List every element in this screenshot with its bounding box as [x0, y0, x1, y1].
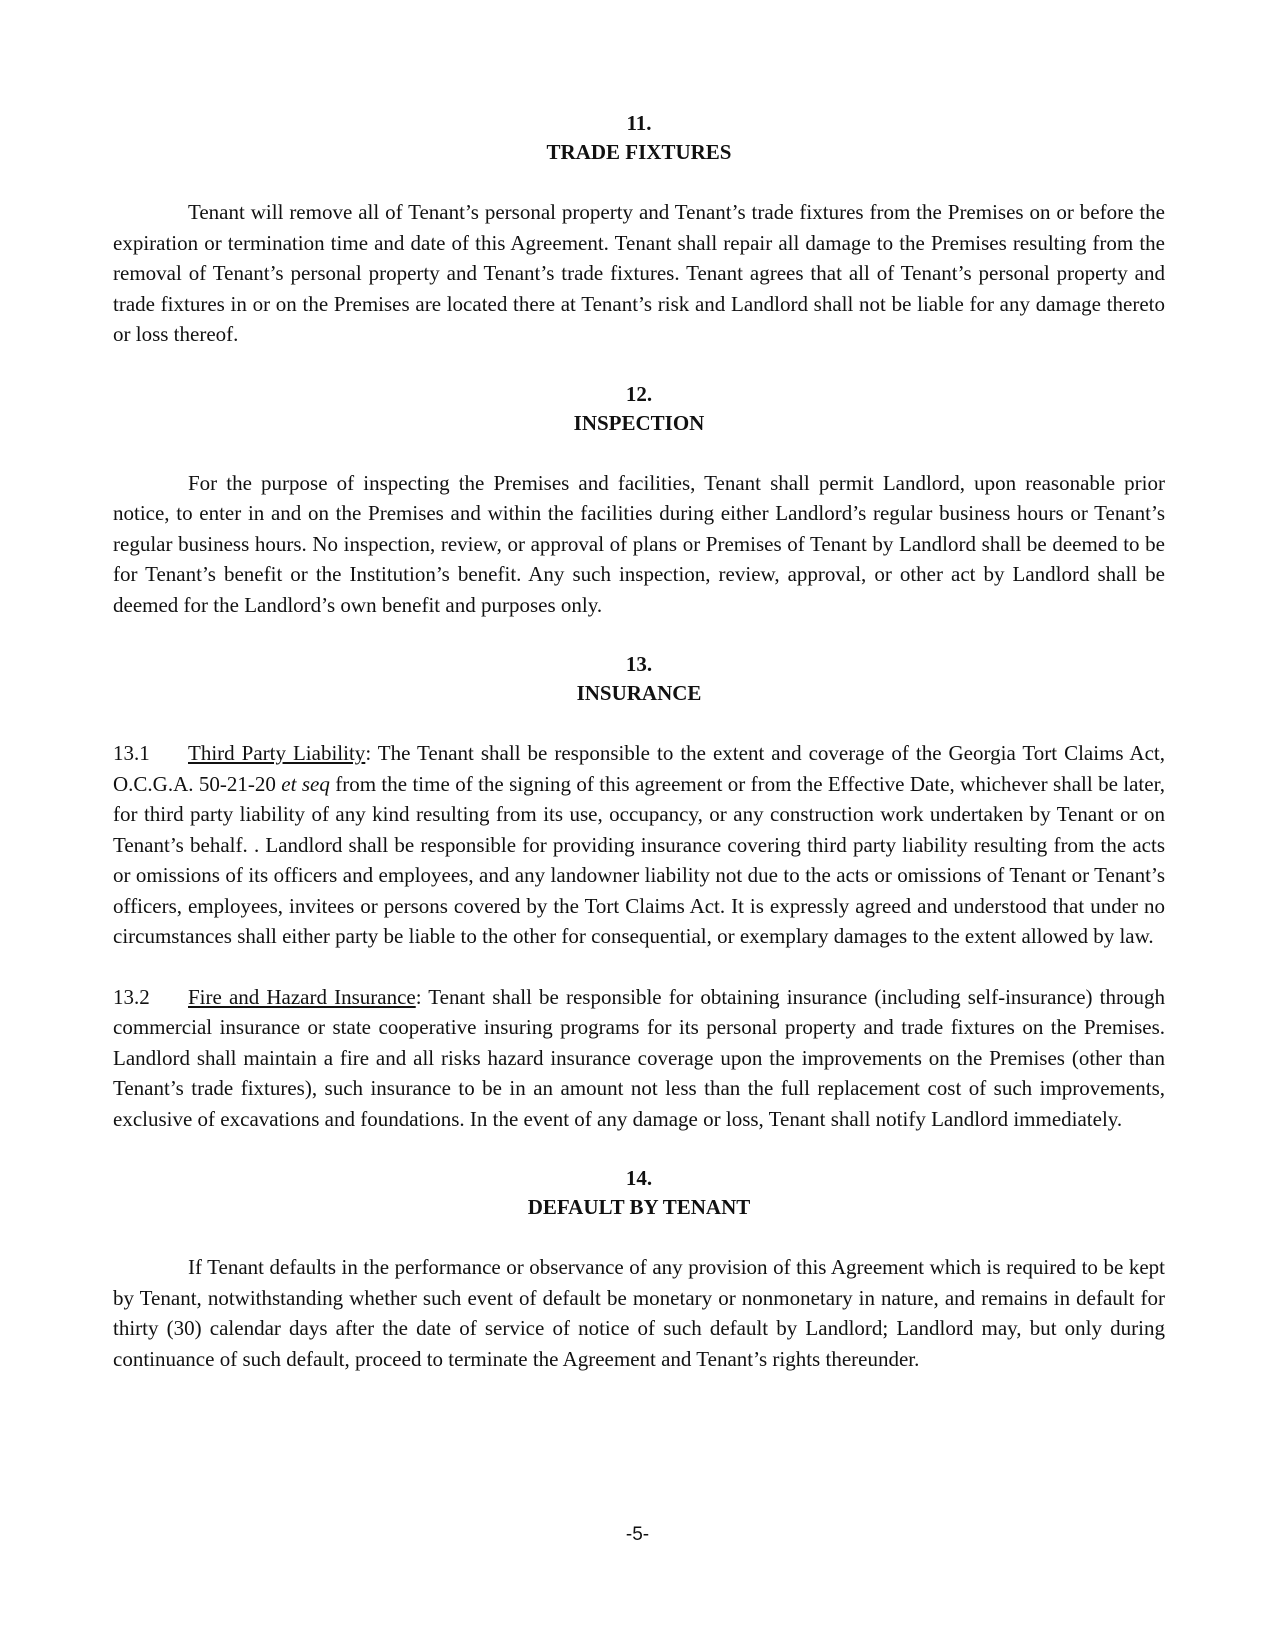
section-number: 12. — [625, 381, 653, 406]
section-14-heading — [113, 1164, 1165, 1222]
section-11-heading — [113, 109, 1165, 167]
section-number: 11. — [626, 111, 652, 135]
subsection-heading: Fire and Hazard Insurance — [188, 984, 416, 1009]
section-11-body: Tenant will remove all of Tenant’s personal property and Tenant’s trade fixtures from the Premises on or before the expiration or termination time and date of this Agreement. Tenant shall repair all damage to the Premises resulting from the removal of Tenant’s personal property and Tenant’s trade fixtures. Tenant agrees that all of Tenant’s personal property and trade fixtures in or on the Premises are located there at Tenant’s risk and Landlord shall not be liable for any damage thereto or loss thereof. — [113, 200, 1165, 346]
subsection-number: 13.2 — [113, 984, 150, 1009]
subsection-13-2 — [113, 982, 1165, 1135]
subsection-13-1 — [113, 738, 1165, 952]
section-title: INSPECTION — [573, 410, 705, 435]
subsection-text: from the time of the signing of this agreement or from the Effective Date, whichever shall be later, for third party liability of any kind resulting from its use, occupancy, or any construction work undertaken by Tenant or on Tenant’s behalf. . Landlord shall be responsible for providing insurance covering third party liability resulting from the acts or omissions of its officers and employees, and any landowner liability not due to the acts or omissions of Tenant or Tenant’s officers, employees, invitees or persons covered by the Tort Claims Act. It is expressly agreed and understood that under no circumstances shall either party be liable to the other for consequential, or exemplary damages to the extent allowed by law. — [113, 771, 1165, 948]
section-number: 13. — [625, 652, 653, 676]
subsection-heading: Third Party Liability — [188, 741, 366, 765]
section-12-body: For the purpose of inspecting the Premises and facilities, Tenant shall permit Landlord, upon reasonable prior notice, to enter in and on the Premises and within the facilities during either Landlord’s regular business hours or Tenant’s regular business hours. No inspection, review, or approval of plans or Premises of Tenant by Landlord shall be deemed to be for Tenant’s benefit or the Institution’s benefit. Any such inspection, review, approval, or other act by Landlord shall be deemed for the Landlord’s own benefit and purposes only. — [113, 470, 1165, 617]
section-title: DEFAULT BY TENANT — [527, 1195, 751, 1219]
subsection-text: : The Tenant shall be responsible to the extent and coverage of the Georgia Tort Claims Act, O.C.G.A. 50-21-20 — [113, 741, 1165, 796]
section-number: 14. — [625, 1166, 653, 1190]
section-14-body: If Tenant defaults in the performance or observance of any provision of this Agreement which is required to be kept by Tenant, notwithstanding whether such event of default be monetary or nonmonetary in nature, and remains in default for thirty (30) calendar days after the date of service of notice of such default by Landlord; Landlord may, but only during continuance of such default, proceed to terminate the Agreement and Tenant’s rights thereunder. — [113, 1255, 1165, 1371]
page-number: -5- — [625, 1524, 650, 1545]
section-13-heading — [113, 650, 1165, 708]
subsection-text: : Tenant shall be responsible for obtaining insurance (including self-insurance) through commercial insurance or state cooperative insuring programs for its personal property and trade fixtures on the Premises. Landlord shall maintain a fire and all risks hazard insurance coverage upon the improvements on the Premises (other than Tenant’s trade fixtures), such insurance to be in an amount not less than the full replacement cost of such improvements, exclusive of excavations and foundations. In the event of any damage or loss, Tenant shall notify Landlord immediately. — [113, 984, 1165, 1131]
section-12-heading — [113, 380, 1165, 438]
subsection-number: 13.1 — [113, 741, 150, 765]
document-content — [113, 109, 1165, 1374]
subsection-italic: et seq — [281, 771, 330, 796]
section-title: INSURANCE — [576, 681, 702, 705]
section-title: TRADE FIXTURES — [546, 140, 732, 164]
